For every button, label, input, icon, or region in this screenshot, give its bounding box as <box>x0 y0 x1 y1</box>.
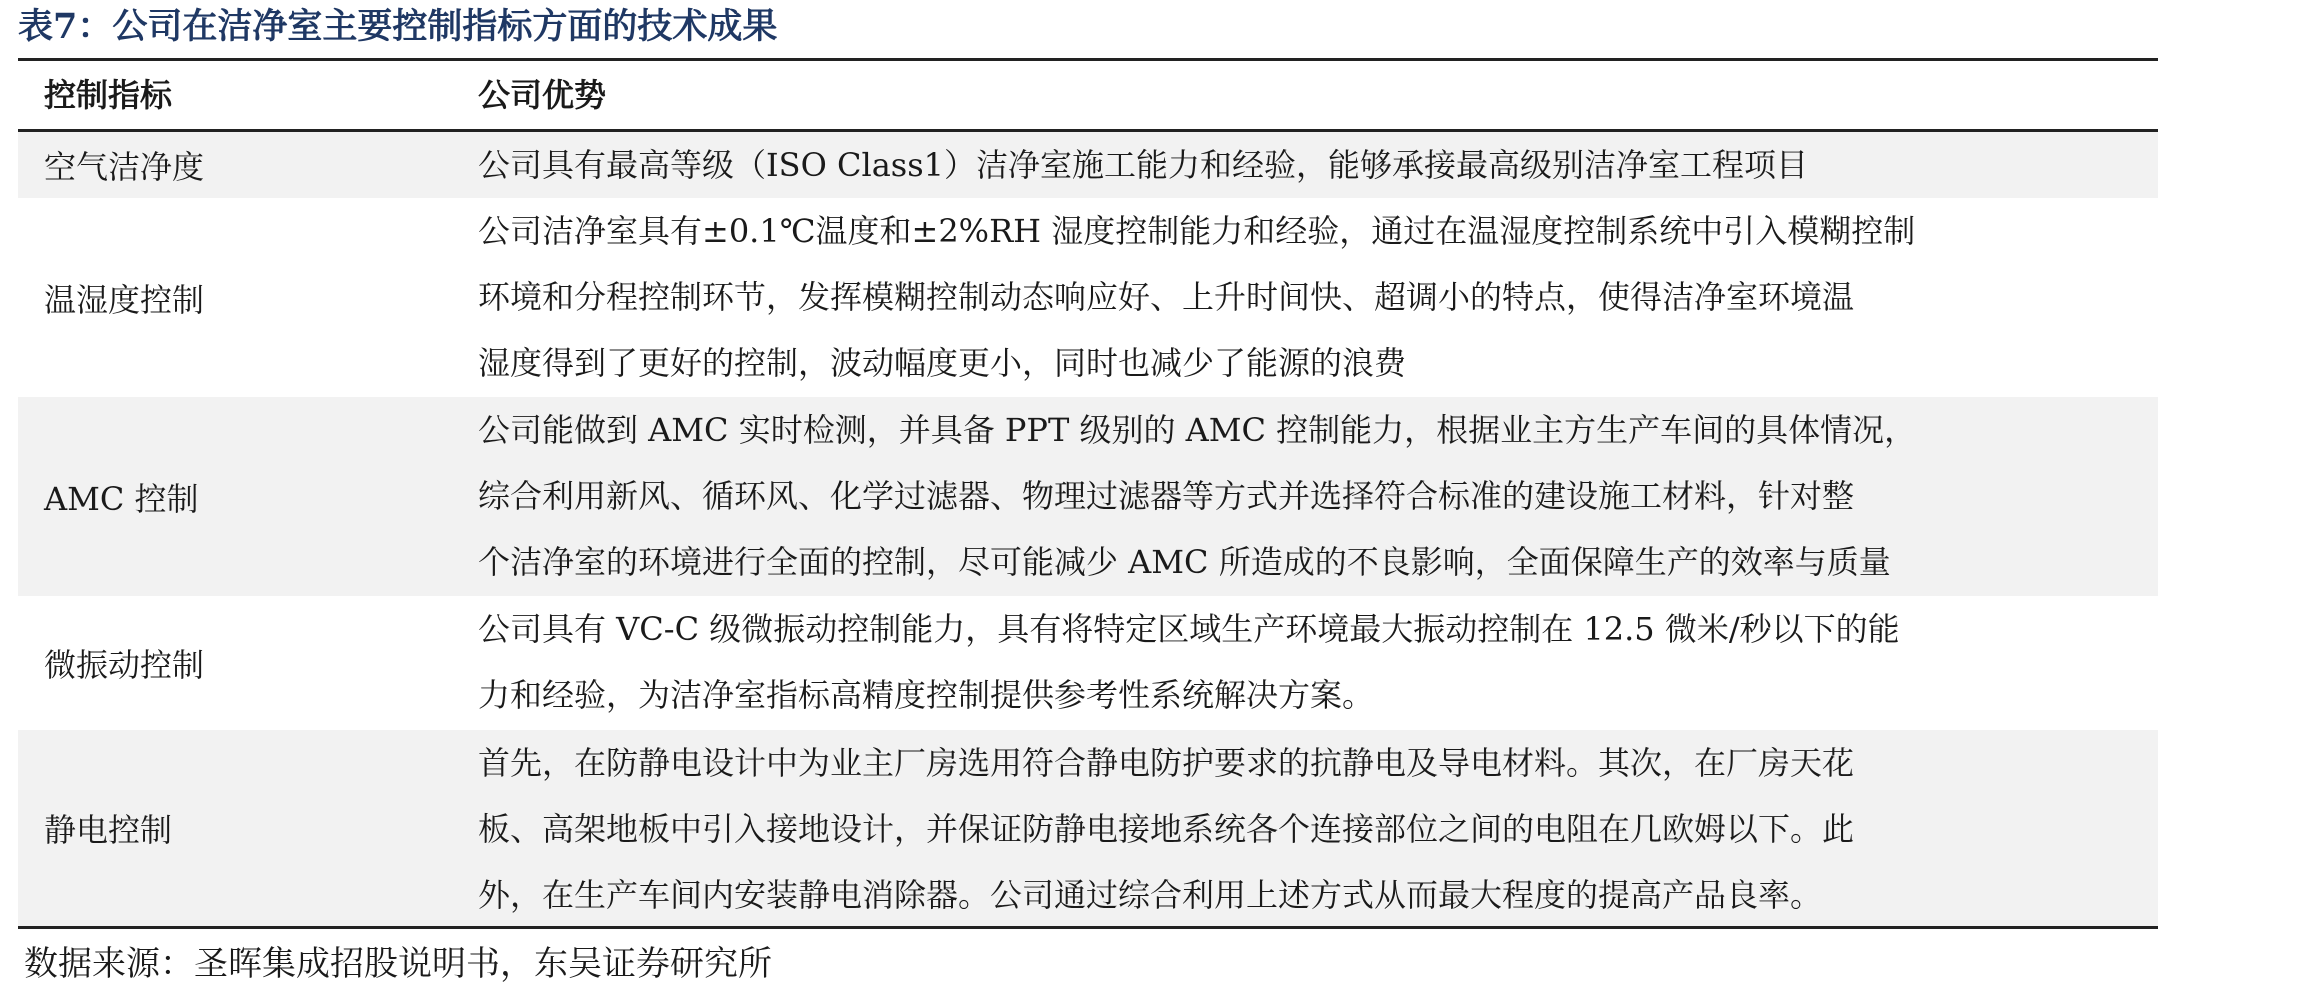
description-line: 外，在生产车间内安装静电消除器。公司通过综合利用上述方式从而最大程度的提高产品良率。 <box>478 876 1823 914</box>
description-line: 综合利用新风、循环风、化学过滤器、物理过滤器等方式并选择符合标准的建设施工材料，针对整 <box>478 477 1855 515</box>
row-label: 静电控制 <box>44 811 173 849</box>
description-line: 公司能做到 AMC 实时检测，并具备 PPT 级别的 AMC 控制能力，根据业主方生产车间的具体情况， <box>478 411 1917 449</box>
row-description <box>478 730 2138 928</box>
description-line: 公司具有最高等级（ISO Class1）洁净室施工能力和经验，能够承接最高级别洁净室工程项目 <box>478 146 1808 184</box>
description-line: 力和经验，为洁净室指标高精度控制提供参考性系统解决方案。 <box>478 676 1375 714</box>
row-label: 温湿度控制 <box>44 280 205 319</box>
row-description <box>478 132 2138 198</box>
description-line: 个洁净室的环境进行全面的控制，尽可能减少 AMC 所造成的不良影响，全面保障生产的效率与质量 <box>478 543 1891 581</box>
description-line: 公司洁净室具有±0.1℃温度和±2%RH 湿度控制能力和经验，通过在温湿度控制系统中引入模糊控制 <box>478 212 1916 250</box>
table-row-micro-vibration <box>18 596 2158 730</box>
row-label: AMC 控制 <box>44 479 199 518</box>
description-line: 湿度得到了更好的控制，波动幅度更小，同时也减少了能源的浪费 <box>478 344 1407 382</box>
description-line: 公司具有 VC-C 级微振动控制能力，具有将特定区域生产环境最大振动控制在 12.5 微米/秒以下的能 <box>478 610 1900 648</box>
table-row-static-control <box>18 730 2158 926</box>
row-label: 空气洁净度 <box>44 148 205 186</box>
row-description <box>478 596 2138 728</box>
row-description <box>478 397 2138 595</box>
table-row-air-cleanliness <box>18 132 2158 198</box>
row-label: 微振动控制 <box>44 646 205 684</box>
table-title: 表7：公司在洁净室主要控制指标方面的技术成果 <box>18 6 778 47</box>
description-line: 环境和分程控制环节，发挥模糊控制动态响应好、上升时间快、超调小的特点，使得洁净室环境温 <box>478 278 1855 316</box>
table-row-temperature-humidity <box>18 198 2158 397</box>
data-source-note: 数据来源：圣晖集成招股说明书，东吴证券研究所 <box>24 944 772 984</box>
column-header-advantage: 公司优势 <box>478 76 607 114</box>
table-bottom-rule <box>18 926 2158 929</box>
table-header-row <box>18 61 2158 129</box>
description-line: 板、高架地板中引入接地设计，并保证防静电接地系统各个连接部位之间的电阻在几欧姆以下。此 <box>478 810 1855 848</box>
description-line: 首先，在防静电设计中为业主厂房选用符合静电防护要求的抗静电及导电材料。其次，在厂房天花 <box>478 744 1855 782</box>
column-header-indicator: 控制指标 <box>44 76 173 114</box>
table-row-amc-control <box>18 397 2158 596</box>
row-description <box>478 198 2138 396</box>
